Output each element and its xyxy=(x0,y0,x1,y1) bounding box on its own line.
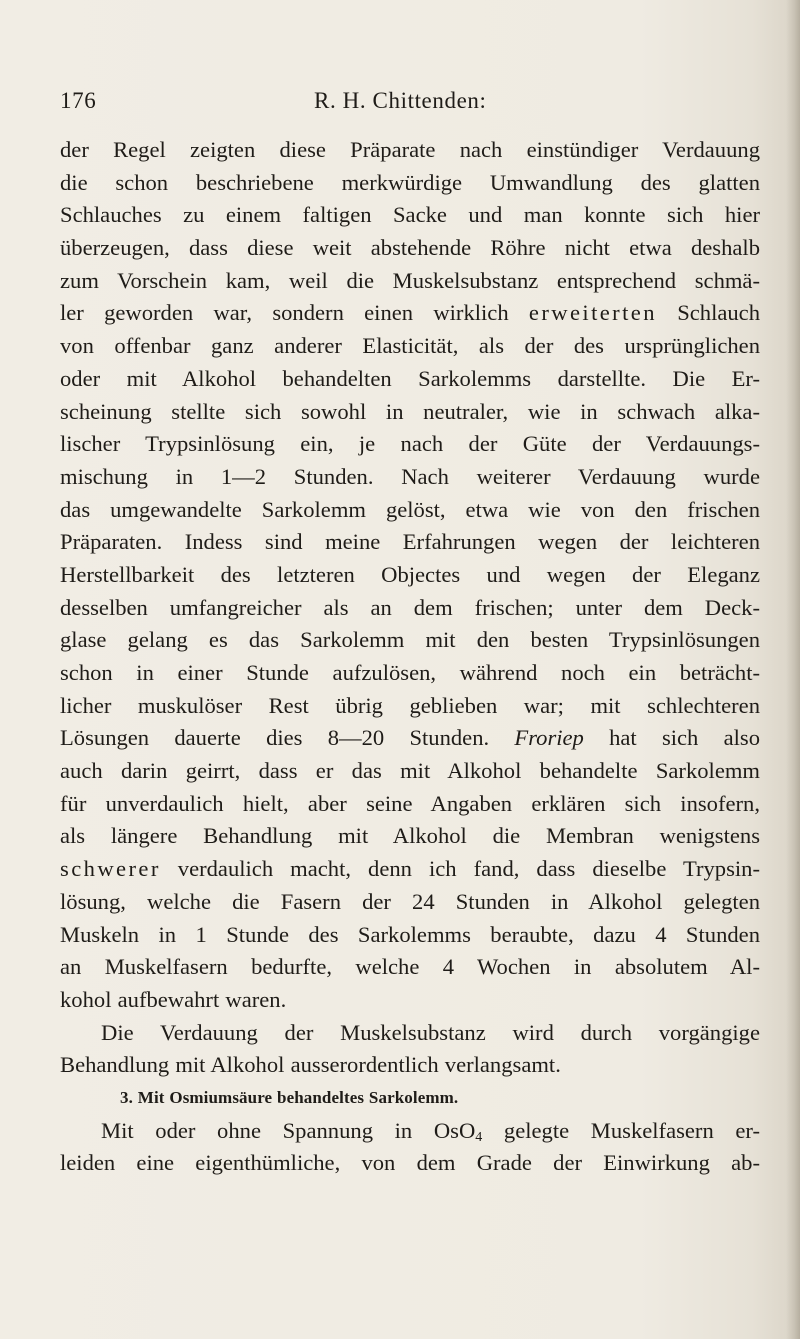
text-line: leiden eine eigenthümliche, von dem Grade der Einwirkung ab- xyxy=(60,1150,760,1176)
text-line xyxy=(60,853,760,886)
text-line: lischer Trypsinlösung ein, je nach der Güte der Verdauungs- xyxy=(60,431,760,457)
emphasized-word: erweiterten xyxy=(528,300,657,326)
text-line: mischung in 1—2 Stunden. Nach weiterer Verdauung wurde xyxy=(60,463,760,489)
text-line: Behandlung mit Alkohol ausserordentlich verlangsamt. xyxy=(60,1052,561,1078)
text-line: desselben umfangreicher als an dem frischen; unter dem Deck- xyxy=(60,594,760,620)
text-line: auch darin geirrt, dass er das mit Alkohol behandelte Sarkolemm xyxy=(60,758,760,784)
text-run: ler geworden war, sondern einen wirklich xyxy=(60,300,529,326)
text-run: Mit oder ohne Spannung in OsO xyxy=(101,1117,476,1143)
text-line: licher muskulöser Rest übrig geblieben war; mit schlechteren xyxy=(60,692,760,718)
text-line xyxy=(60,297,760,330)
text-line: oder mit Alkohol behandelten Sarkolemms darstellte. Die Er- xyxy=(60,365,760,391)
text-line: das umgewandelte Sarkolemm gelöst, etwa wie von den frischen xyxy=(60,496,760,522)
text-line: Muskeln in 1 Stunde des Sarkolemms beraubte, dazu 4 Stunden xyxy=(60,921,760,947)
page-header xyxy=(60,88,760,122)
text-run: hat sich also xyxy=(583,725,760,751)
text-line: kohol aufbewahrt waren. xyxy=(60,986,287,1012)
section-heading: 3. Mit Osmiumsäure behandeltes Sarkolemm. xyxy=(120,1087,459,1107)
text-line: überzeugen, dass diese weit abstehende Röhre nicht etwa deshalb xyxy=(60,235,760,261)
text-line: glase gelang es das Sarkolemm mit den besten Trypsinlösungen xyxy=(60,627,760,653)
emphasized-word: schwerer xyxy=(60,856,161,882)
text-line: die schon beschriebene merkwürdige Umwandlung des glatten xyxy=(60,169,760,195)
page-number: 176 xyxy=(60,88,97,113)
text-line: als längere Behandlung mit Alkohol die Membran wenigstens xyxy=(60,823,760,849)
subscript: 4 xyxy=(475,1129,483,1145)
text-run: Lösungen dauerte dies 8—20 Stunden. xyxy=(60,725,515,751)
text-line: Die Verdauung der Muskelsubstanz wird durch vorgängige xyxy=(101,1019,760,1045)
body-text xyxy=(60,134,760,1180)
text-line: zum Vorschein kam, weil die Muskelsubstanz entsprechend schmä- xyxy=(60,267,760,293)
text-line: scheinung stellte sich sowohl in neutraler, wie in schwach alka- xyxy=(60,398,760,424)
text-line: Herstellbarkeit des letzteren Objectes und wegen der Eleganz xyxy=(60,561,760,587)
text-line: von offenbar ganz anderer Elasticität, als der des ursprünglichen xyxy=(60,333,760,359)
text-line: lösung, welche die Fasern der 24 Stunden in Alkohol gelegten xyxy=(60,888,760,914)
text-run: Schlauch xyxy=(656,300,760,326)
running-head: R. H. Chittenden: xyxy=(314,88,487,113)
text-line: für unverdaulich hielt, aber seine Angaben erklären sich insofern, xyxy=(60,790,760,816)
text-line xyxy=(60,722,760,755)
text-line: an Muskelfasern bedurfte, welche 4 Wochen in absolutem Al- xyxy=(60,954,760,980)
text-line: schon in einer Stunde aufzulösen, während noch ein beträcht- xyxy=(60,660,760,685)
page-edge-shadow xyxy=(786,0,800,1339)
text-run: gelegte Muskelfasern er- xyxy=(482,1117,760,1143)
author-name: Froriep xyxy=(514,725,584,751)
text-run: verdaulich macht, denn ich fand, dass dieselbe Trypsin- xyxy=(160,856,760,882)
text-line: der Regel zeigten diese Präparate nach einstündiger Verdauung xyxy=(60,137,760,162)
text-line: Präparaten. Indess sind meine Erfahrungen wegen der leichteren xyxy=(60,529,760,555)
text-line xyxy=(60,1115,760,1148)
text-line: Schlauches zu einem faltigen Sacke und man konnte sich hier xyxy=(60,202,760,228)
